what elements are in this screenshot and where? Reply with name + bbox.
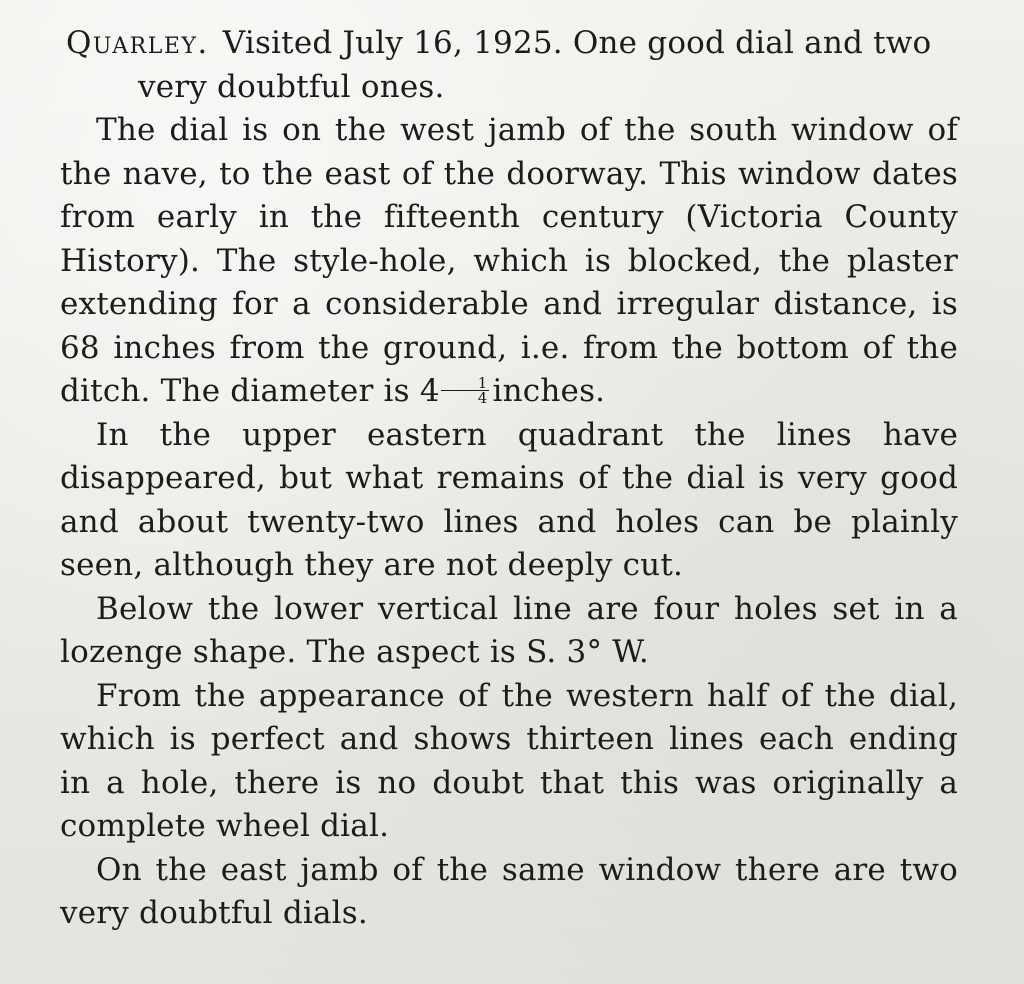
place-name: Quarley.: [66, 25, 209, 61]
diameter-fraction: [441, 376, 489, 405]
paragraph-dial-location-end: inches.: [492, 373, 606, 409]
page-body: [60, 22, 958, 936]
paragraph-western-half: From the appearance of the western half of the dial, which is perfect and shows thirteen lines each ending in a hole, there is no doubt that this was originally a complete wheel dial.: [60, 677, 958, 844]
fraction-denominator: 4: [477, 389, 488, 407]
entry-heading: [60, 22, 958, 109]
paragraph-dial-location-text: The dial is on the west jamb of the south window of the nave, to the east of the doorway. This window dates from early in the fifteenth century (Victoria County History). The style-hole, which is blocked, the plaster extending for a considerable and irregular distance, is 68 inches from the ground, i.e. from the bottom of the ditch. The diameter is 4: [60, 112, 958, 409]
paragraph-eastern-quadrant: In the upper eastern quadrant the lines have disappeared, but what remains of the dial is very good and about twenty-two lines and holes can be plainly seen, although they are not deeply cut.: [60, 416, 958, 583]
fraction-numerator: 1: [441, 376, 489, 391]
paragraph-dial-location: [60, 109, 958, 414]
visit-note: Visited July 16, 1925. One good dial and two very doubtful ones.: [138, 25, 932, 105]
paragraph-lozenge-holes: Below the lower vertical line are four holes set in a lozenge shape. The aspect is S. 3° W.: [60, 590, 958, 670]
paragraph-east-jamb: On the east jamb of the same window there are two very doubtful dials.: [60, 851, 958, 931]
